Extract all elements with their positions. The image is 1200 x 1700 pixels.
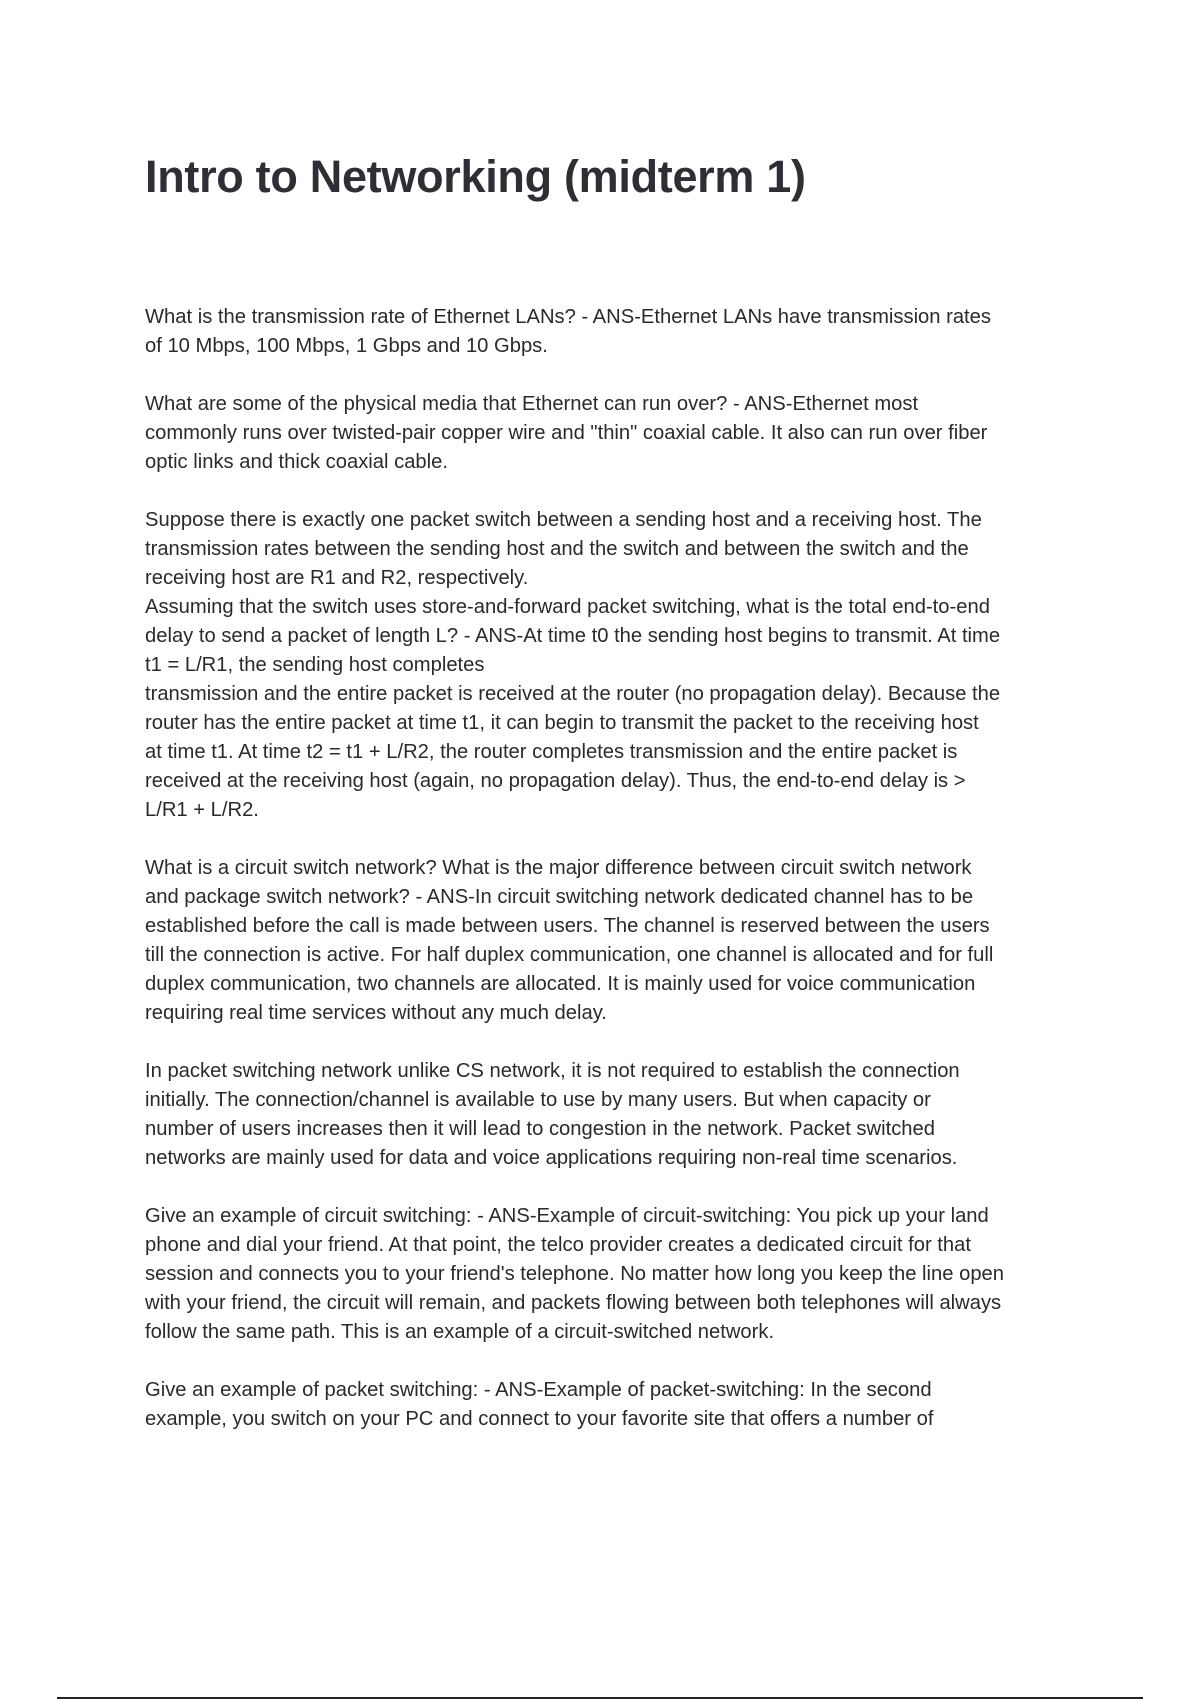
- footer-divider: [57, 1697, 1143, 1699]
- qa-paragraph-packet-switching-network: In packet switching network unlike CS network, it is not required to establish the connection initially. The connection/channel is available to use by many users. But when capacity or number of users increases then it will lead to congestion in the network. Packet switched networks are mainly used for data and voice applications requiring non-real time scenarios.: [145, 1060, 960, 1169]
- qa-paragraph-store-and-forward: Suppose there is exactly one packet switch between a sending host and a receiving host. The transmission rates between the sending host and the switch and between the switch and the receiving host are R1 and R2, respectively. Assuming that the switch uses store-and-forward packet switching, what is the total end-to-end delay to send a packet of length L? - ANS-At time t0 the sending host begins to transmit. At time t1 = L/R1, the sending host completes transmission and the entire packet is received at the router (no propagation delay). Because the router has the entire packet at time t1, it can begin to transmit the packet to the receiving host at time t1. At time t2 = t1 + L/R2, the router completes transmission and the entire packet is received at the receiving host (again, no propagation delay). Thus, the end-to-end delay is > L/R1 + L/R2.: [145, 509, 1001, 821]
- qa-list: [145, 303, 1090, 1434]
- qa-paragraph-circuit-switching-example: Give an example of circuit switching: - ANS-Example of circuit-switching: You pick up your land phone and dial your friend. At that point, the telco provider creates a dedicated circuit for that session and connects you to your friend's telephone. No matter how long you keep the line open with your friend, the circuit will remain, and packets flowing between both telephones will always follow the same path. This is an example of a circuit-switched network.: [145, 1205, 1005, 1343]
- qa-paragraph-circuit-switch: What is a circuit switch network? What is the major difference between circuit switch network and package switch network? - ANS-In circuit switching network dedicated channel has to be established before the call is made between users. The channel is reserved between the users till the connection is active. For half duplex communication, one channel is allocated and for full duplex communication, two channels are allocated. It is mainly used for voice communication requiring real time services without any much delay.: [145, 857, 994, 1024]
- document-title: Intro to Networking (midterm 1): [145, 151, 806, 202]
- qa-paragraph-packet-switching-example: Give an example of packet switching: - ANS-Example of packet-switching: In the second example, you switch on your PC and connect to your favorite site that offers a number of: [145, 1379, 934, 1430]
- qa-paragraph-ethernet-media: What are some of the physical media that Ethernet can run over? - ANS-Ethernet most commonly runs over twisted-pair copper wire and "thin" coaxial cable. It also can run over fiber optic links and thick coaxial cable.: [145, 393, 988, 473]
- document-page: [145, 150, 1090, 1463]
- qa-paragraph-ethernet-rates: What is the transmission rate of Ethernet LANs? - ANS-Ethernet LANs have transmission rates of 10 Mbps, 100 Mbps, 1 Gbps and 10 Gbps.: [145, 306, 991, 357]
